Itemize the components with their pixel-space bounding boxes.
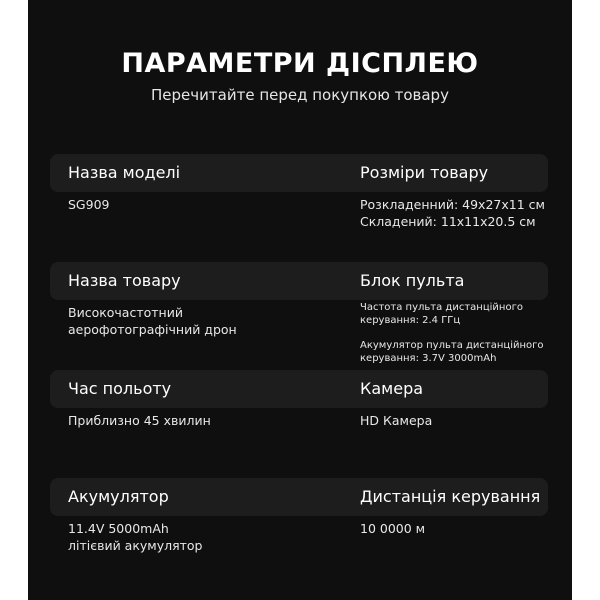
page-title: ПАРАМЕТРИ ДІСПЛЕЮ	[121, 48, 479, 79]
remote-battery-line2: керування: 3.7V 3000mAh	[360, 353, 497, 364]
page-subtitle: Перечитайте перед покупкою товару	[151, 86, 449, 104]
product-size-label: Розміри товару	[360, 163, 489, 182]
remote-frequency-line2: керування: 2.4 ГГц	[360, 315, 461, 326]
camera-label: Камера	[360, 379, 424, 398]
flight-time-label: Час польоту	[68, 379, 172, 398]
product-name-value-line2: аерофотографічний дрон	[68, 322, 237, 337]
product-size-value-line1: Розкладенний: 49x27x11 см	[360, 197, 545, 212]
camera-value: HD Камера	[360, 413, 433, 428]
spec-row-header-bar	[50, 262, 548, 300]
product-size-value-line2: Складений: 11x11x20.5 см	[360, 214, 536, 229]
battery-value-line2: літієвий акумулятор	[68, 538, 203, 553]
product-name-value-line1: Високочастотний	[68, 305, 183, 320]
control-distance-label: Дистанція керування	[360, 487, 541, 506]
model-name-value: SG909	[68, 197, 110, 212]
spec-row-header-bar	[50, 478, 548, 516]
battery-label: Акумулятор	[68, 487, 169, 506]
spec-panel	[28, 0, 572, 600]
model-name-label: Назва моделі	[68, 163, 181, 182]
spec-row-header-bar	[50, 370, 548, 408]
remote-frequency-line1: Частота пульта дистанційного	[360, 302, 523, 313]
flight-time-value: Приблизно 45 хвилин	[68, 413, 211, 428]
battery-value-line1: 11.4V 5000mAh	[68, 521, 169, 536]
remote-unit-label: Блок пульта	[360, 271, 465, 290]
control-distance-value: 10 0000 м	[360, 521, 426, 536]
remote-battery-line1: Акумулятор пульта дистанційного	[360, 340, 544, 351]
spec-row-header-bar	[50, 154, 548, 192]
product-name-label: Назва товару	[68, 271, 181, 290]
